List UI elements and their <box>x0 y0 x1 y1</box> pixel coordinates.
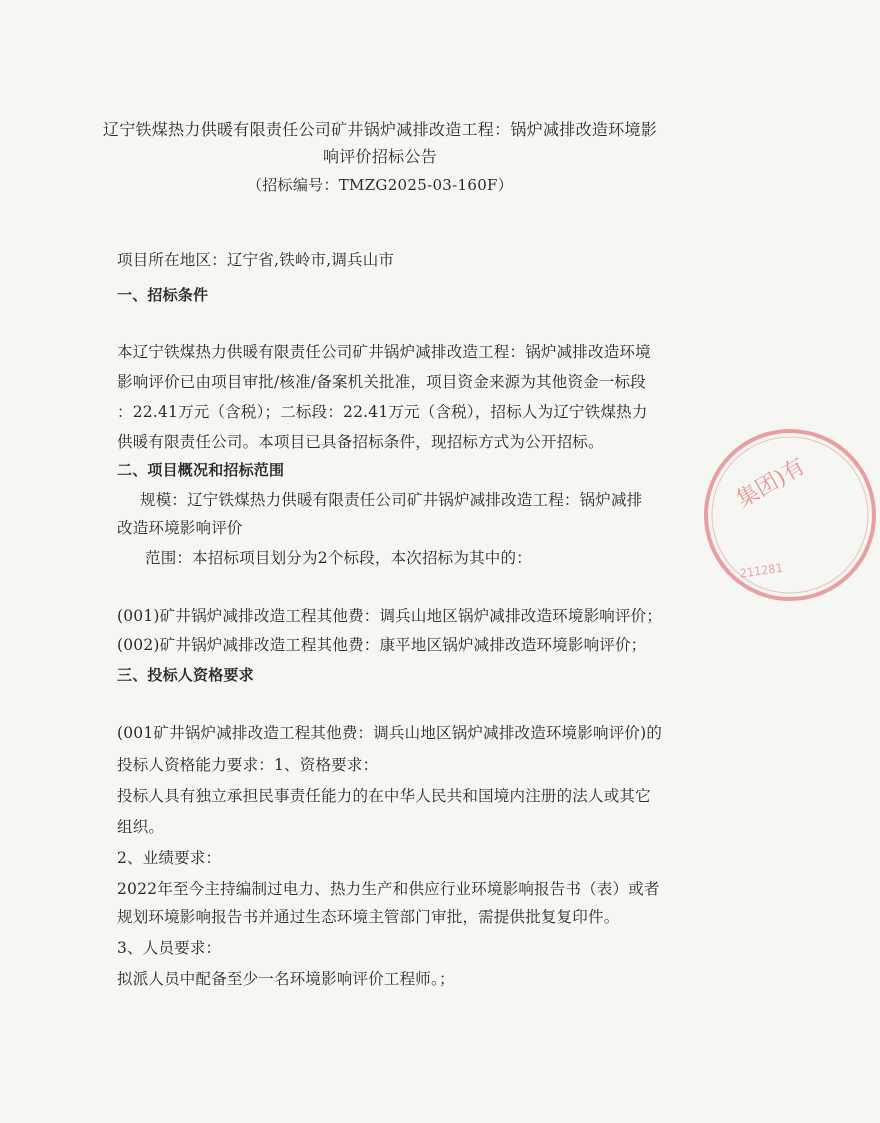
section-3-line-8: 3、人员要求： <box>117 939 222 957</box>
section-3-line-5: 2、业绩要求： <box>117 849 222 867</box>
lot-002: (002)矿井锅炉减排改造工程其他费：康平地区锅炉减排改造环境影响评价； <box>117 636 647 654</box>
section-2-range: 范围：本招标项目划分为2个标段，本次招标为其中的： <box>145 549 532 567</box>
seal-text: 集团)有 <box>732 453 810 513</box>
section-1-para-line-3: ：22.41万元（含税）；二标段：22.41万元（含税），招标人为辽宁铁煤热力 <box>117 403 648 421</box>
section-3-line-4: 组织。 <box>117 818 165 836</box>
title-line-1: 辽宁铁煤热力供暖有限责任公司矿井锅炉减排改造工程：锅炉减排改造环境影 <box>102 120 658 139</box>
section-1-heading: 一、招标条件 <box>117 286 209 304</box>
section-1-para-line-4: 供暖有限责任公司。本项目已具备招标条件，现招标方式为公开招标。 <box>117 433 604 451</box>
section-2-heading: 二、项目概况和招标范围 <box>117 461 285 479</box>
company-seal <box>700 425 880 605</box>
section-3-line-1: (001矿井锅炉减排改造工程其他费：调兵山地区锅炉减排改造环境影响评价)的 <box>117 724 663 742</box>
section-3-line-7: 规划环境影响报告书并通过生态环境主管部门审批，需提供批复复印件。 <box>117 908 620 926</box>
section-3-line-3: 投标人具有独立承担民事责任能力的在中华人民共和国境内注册的法人或其它 <box>117 787 651 805</box>
lot-001: (001)矿井锅炉减排改造工程其他费：调兵山地区锅炉减排改造环境影响评价； <box>117 607 663 625</box>
section-3-line-9: 拟派人员中配备至少一名环境影响评价工程师。； <box>117 970 455 988</box>
section-3-line-2: 投标人资格能力要求：1、资格要求： <box>117 756 379 774</box>
section-2-scale-line-1: 规模：辽宁铁煤热力供暖有限责任公司矿井锅炉减排改造工程：锅炉减排 <box>140 491 643 509</box>
seal-number: 211281 <box>738 560 784 581</box>
section-1-para-line-2: 影响评价已由项目审批/核准/备案机关批准，项目资金来源为其他资金一标段 <box>117 373 646 391</box>
section-1-para-line-1: 本辽宁铁煤热力供暖有限责任公司矿井锅炉减排改造工程：锅炉减排改造环境 <box>117 343 651 361</box>
project-location: 项目所在地区：辽宁省,铁岭市,调兵山市 <box>117 251 395 269</box>
title-line-2: 响评价招标公告 <box>322 147 438 166</box>
section-2-scale-line-2: 改造环境影响评价 <box>117 519 243 537</box>
tender-code: （招标编号：TMZG2025-03-160F） <box>246 176 514 194</box>
notice-title <box>100 116 660 199</box>
section-3-line-6: 2022年至今主持编制过电力、热力生产和供应行业环境影响报告书（表）或者 <box>117 880 660 898</box>
section-3-heading: 三、投标人资格要求 <box>117 666 254 684</box>
